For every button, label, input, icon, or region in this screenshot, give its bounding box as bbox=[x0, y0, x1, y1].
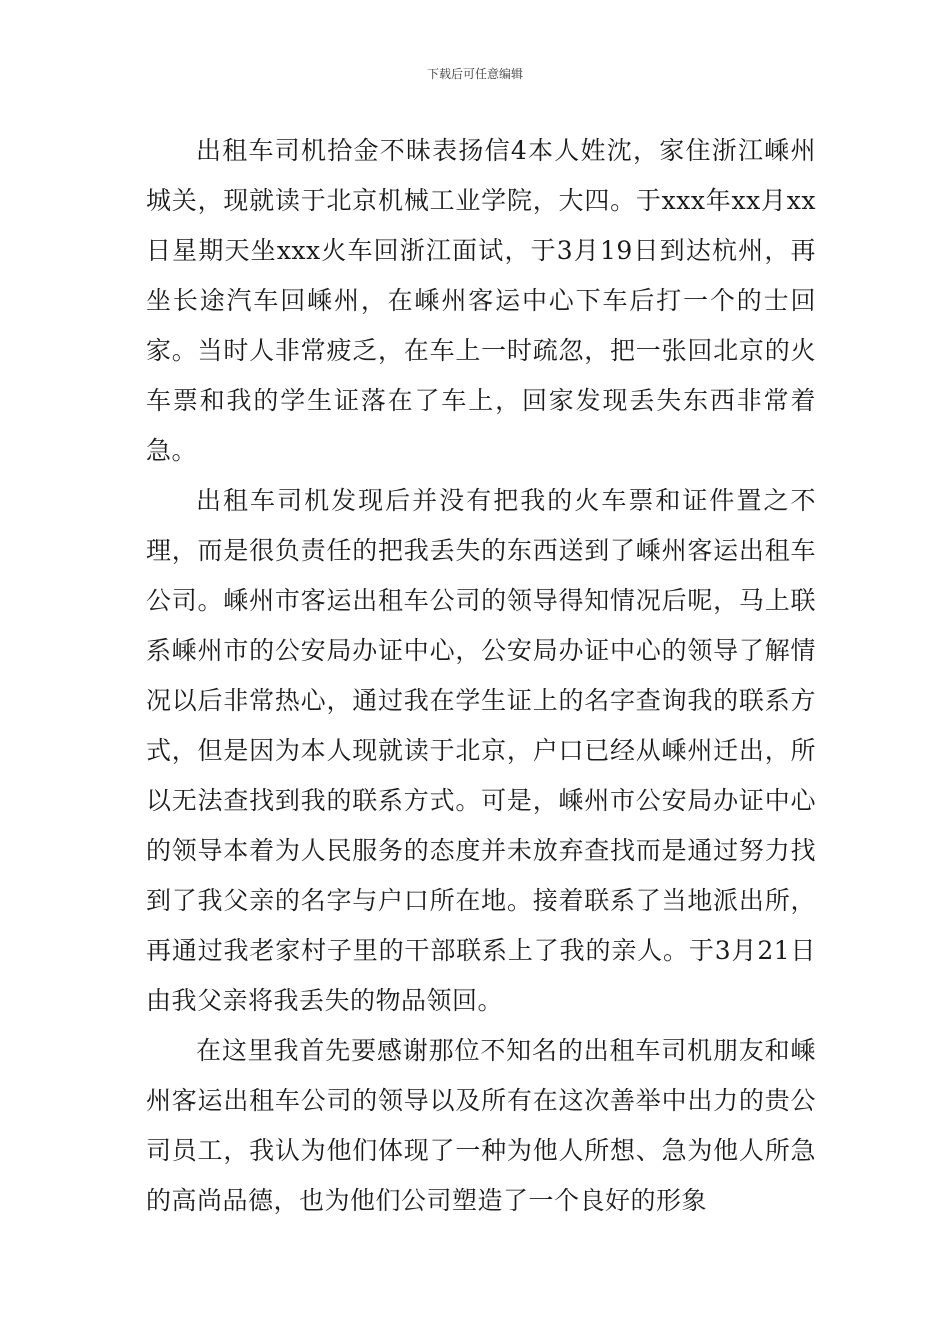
paragraph-2: 出租车司机发现后并没有把我的火车票和证件置之不理，而是很负责任的把我丢失的东西送到了嵊州客运出租车公司。嵊州市客运出租车公司的领导得知情况后呢，马上联系嵊州市的公安局办证中心，公安局办证中心的领导了解情况以后非常热心，通过我在学生证上的名字查询我的联系方式，但是因为本人现就读于北京，户口已经从嵊州迁出，所以无法查找到我的联系方式。可是，嵊州市公安局办证中心的领导本着为人民服务的态度并未放弃查找而是通过努力找到了我父亲的名字与户口所在地。接着联系了当地派出所，再通过我老家村子里的干部联系上了我的亲人。于3月21日由我父亲将我丢失的物品领回。 bbox=[146, 486, 816, 1015]
paragraph-1: 出租车司机拾金不昧表扬信4本人姓沈，家住浙江嵊州城关，现就读于北京机械工业学院，大四。于xxx年xx月xx日星期天坐xxx火车回浙江面试，于3月19日到达杭州，再坐长途汽车回嵊州，在嵊州客运中心下车后打一个的士回家。当时人非常疲乏，在车上一时疏忽，把一张回北京的火车票和我的学生证落在了车上，回家发现丢失东西非常着急。 bbox=[146, 136, 816, 465]
paragraph-3: 在这里我首先要感谢那位不知名的出租车司机朋友和嵊州客运出租车公司的领导以及所有在这次善举中出力的贵公司员工，我认为他们体现了一种为他人所想、急为他人所急的高尚品德，也为他们公司塑造了一个良好的形象 bbox=[146, 1036, 816, 1215]
letter-body bbox=[146, 126, 816, 1226]
page-header-note: 下载后可任意编辑 bbox=[426, 67, 523, 81]
